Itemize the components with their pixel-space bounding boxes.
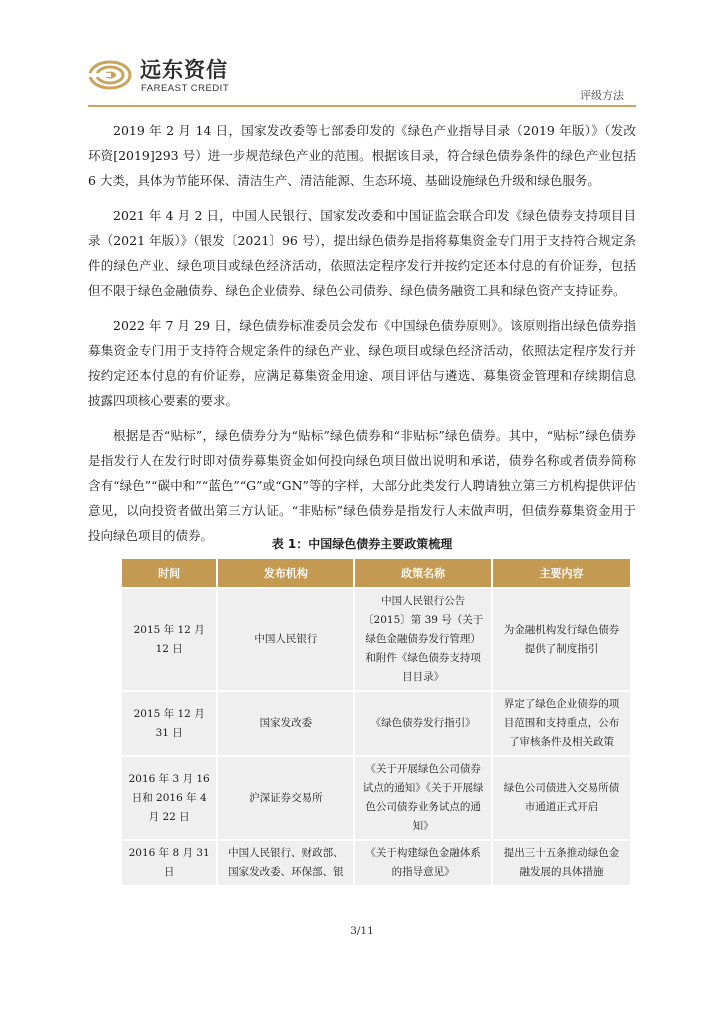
table-row <box>122 757 630 839</box>
col-header-issuer: 发布机构 <box>218 559 353 587</box>
table-row <box>122 841 630 885</box>
col-header-time: 时间 <box>122 559 216 587</box>
policy-table <box>120 557 632 887</box>
brand-name-cn: 远东资信 <box>140 58 228 82</box>
brand-name-en: FAREAST CREDIT <box>141 83 230 94</box>
paragraph-1: 2019 年 2 月 14 日，国家发改委等七部委印发的《绿色产业指导目录（2019 年版）》（发改环资[2019]293 号）进一步规范绿色产业的范围。根据该目录，符合绿色债券条件的绿色产业包括 6 大类，具体为节能环保、清洁生产、清洁能源、生态环境、基础设施绿色升级和绿色服务。 <box>88 123 636 188</box>
col-header-content: 主要内容 <box>493 559 630 587</box>
table-header-row <box>122 559 630 587</box>
cell-policy: 《绿色债券发行指引》 <box>355 692 491 755</box>
fareast-swirl-logo-icon <box>88 52 134 98</box>
cell-content: 界定了绿色企业债券的项目范围和支持重点，公布了审核条件及相关政策 <box>493 692 630 755</box>
cell-issuer: 中国人民银行、财政部、国家发改委、环保部、银 <box>218 841 353 885</box>
cell-time: 2016 年 3 月 16 日和 2016 年 4 月 22 日 <box>122 757 216 839</box>
table-row <box>122 589 630 690</box>
cell-time: 2015 年 12 月 12 日 <box>122 589 216 690</box>
col-header-policy: 政策名称 <box>355 559 491 587</box>
paragraph-2: 2021 年 4 月 2 日，中国人民银行、国家发改委和中国证监会联合印发《绿色债券支持项目目录（2021 年版）》（银发〔2021〕96 号），提出绿色债券是指将募集资金专门用于支持符合规定条件的绿色产业、绿色项目或绿色经济活动，依照法定程序发行并按约定还本付息的有价证券，包括但不限于绿色金融债券、绿色企业债券、绿色公司债券、绿色债务融资工具和绿色资产支持证券。 <box>88 208 636 298</box>
header-divider <box>88 105 636 107</box>
cell-policy: 中国人民银行公告〔2015〕第 39 号（关于绿色金融债券发行管理）和附件《绿色债券支持项目目录》 <box>355 589 491 690</box>
cell-policy: 《关于构建绿色金融体系的指导意见》 <box>355 841 491 885</box>
page-header <box>0 0 724 110</box>
cell-content: 提出三十五条推动绿色金融发展的具体措施 <box>493 841 630 885</box>
body-text <box>88 118 636 558</box>
cell-time: 2015 年 12 月 31 日 <box>122 692 216 755</box>
table-row <box>122 692 630 755</box>
cell-content: 为金融机构发行绿色债券提供了制度指引 <box>493 589 630 690</box>
table-title: 表 1：中国绿色债券主要政策梳理 <box>271 537 453 551</box>
cell-issuer: 中国人民银行 <box>218 589 353 690</box>
paragraph-4: 根据是否“贴标”，绿色债券分为“贴标”绿色债券和“非贴标”绿色债券。其中，“贴标”绿色债券是指发行人在发行时即对债券募集资金如何投向绿色项目做出说明和承诺，债券名称或者债券简称含有“绿色”“碳中和”“蓝色”“G”或“GN”等的字样，大部分此类发行人聘请独立第三方机构提供评估意见，以向投资者做出第三方认证。“非贴标”绿色债券是指发行人未做声明，但债券募集资金用于投向绿色项目的债券。 <box>88 428 636 543</box>
paragraph-3: 2022 年 7 月 29 日，绿色债券标准委员会发布《中国绿色债券原则》。该原则指出绿色债券指募集资金专门用于支持符合规定条件的绿色产业、绿色项目或绿色经济活动，依照法定程序发行并按约定还本付息的有价证券，应满足募集资金用途、项目评估与遴选、募集资金管理和存续期信息披露四项核心要素的要求。 <box>88 318 636 408</box>
cell-policy: 《关于开展绿色公司债券试点的通知》《关于开展绿色公司债券业务试点的通知》 <box>355 757 491 839</box>
cell-content: 绿色公司债进入交易所债市通道正式开启 <box>493 757 630 839</box>
cell-issuer: 沪深证券交易所 <box>218 757 353 839</box>
section-label: 评级方法 <box>580 89 624 102</box>
cell-time: 2016 年 8 月 31 日 <box>122 841 216 885</box>
cell-issuer: 国家发改委 <box>218 692 353 755</box>
brand-logo <box>88 52 248 102</box>
page-number: 3/11 <box>350 925 374 937</box>
